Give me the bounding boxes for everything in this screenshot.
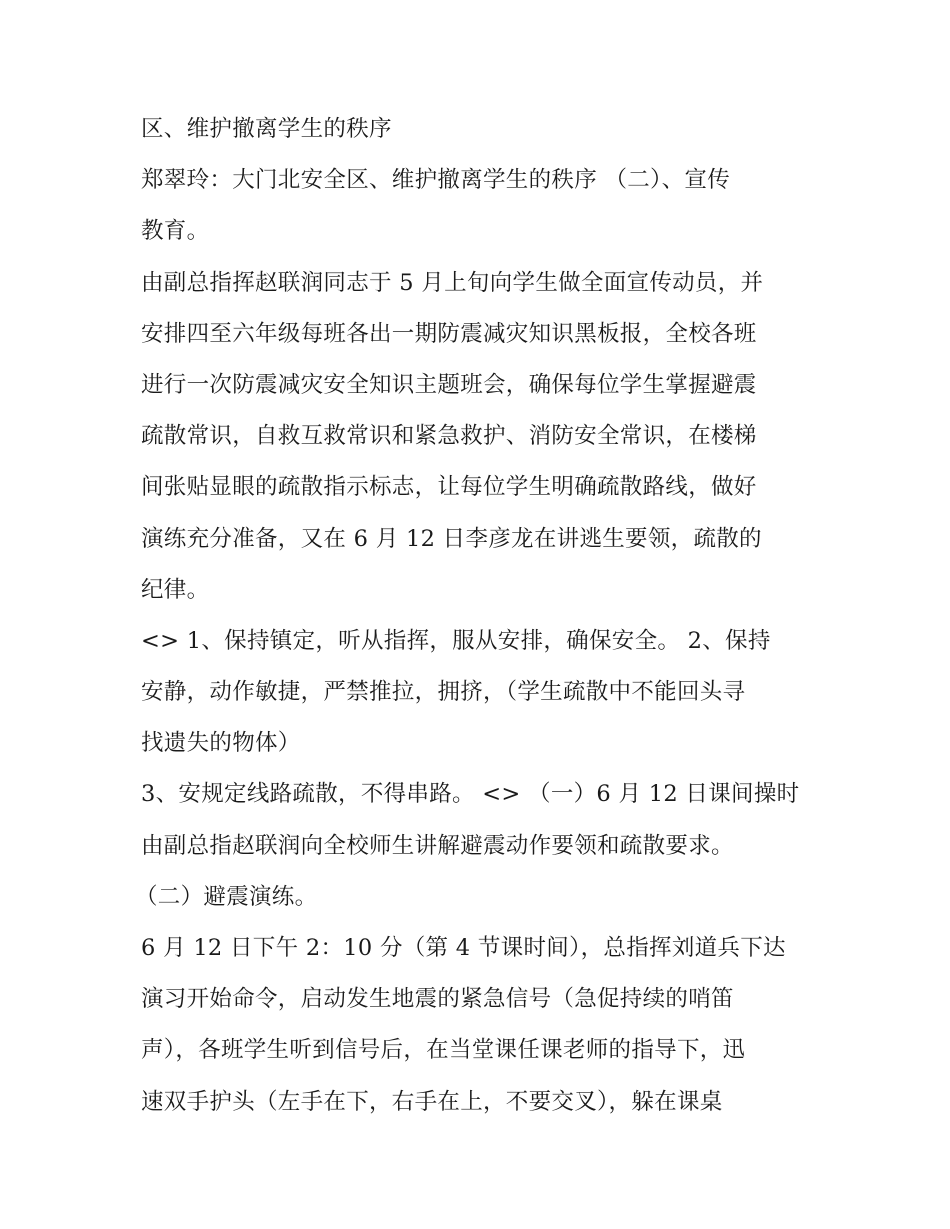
text-line: 找遗失的物体） xyxy=(141,730,301,757)
text-line: （二）避震演练。 xyxy=(135,883,318,910)
text-line: 安静，动作敏捷，严禁推拉，拥挤，（学生疏散中不能回头寻 xyxy=(141,679,746,706)
text-line: 疏散常识，自救互救常识和紧急救护、消防安全常识，在楼梯 xyxy=(141,423,757,450)
text-line: 区、维护撤离学生的秩序 xyxy=(141,116,392,142)
text-line: 教育。 xyxy=(141,218,210,245)
text-line: 郑翠玲：大门北安全区、维护撤离学生的秩序 （二）、宣传 xyxy=(141,167,731,194)
text-line: 演练充分准备，又在 6 月 12 日李彦龙在讲逃生要领，疏散的 xyxy=(141,525,762,552)
text-line: 速双手护头（左手在下，右手在上，不要交叉），躲在课桌 xyxy=(141,1088,723,1115)
text-line: <> 1、保持镇定，听从指挥，服从安排，确保安全。 2、保持 xyxy=(141,627,771,654)
text-line: 纪律。 xyxy=(141,576,210,603)
text-line: 进行一次防震减灾安全知识主题班会，确保每位学生掌握避震 xyxy=(141,371,757,398)
text-line: 安排四至六年级每班各出一期防震减灾知识黑板报，全校各班 xyxy=(141,320,757,347)
document-body xyxy=(135,104,821,1128)
text-line: 由副总指赵联润向全校师生讲解避震动作要领和疏散要求。 xyxy=(141,832,734,859)
text-line: 由副总指挥赵联润同志于 5 月上旬向学生做全面宣传动员，并 xyxy=(141,269,764,296)
text-line: 声），各班学生听到信号后，在当堂课任课老师的指导下，迅 xyxy=(141,1037,746,1064)
text-line: 6 月 12 日下午 2：10 分（第 4 节课时间），总指挥刘道兵下达 xyxy=(141,935,786,961)
text-line: 3、安规定线路疏散，不得串路。 <> （一）6 月 12 日课间操时 xyxy=(141,781,800,808)
text-line: 间张贴显眼的疏散指示标志，让每位学生明确疏散路线，做好 xyxy=(141,474,757,501)
text-line: 演习开始命令，启动发生地震的紧急信号（急促持续的哨笛 xyxy=(141,986,734,1013)
